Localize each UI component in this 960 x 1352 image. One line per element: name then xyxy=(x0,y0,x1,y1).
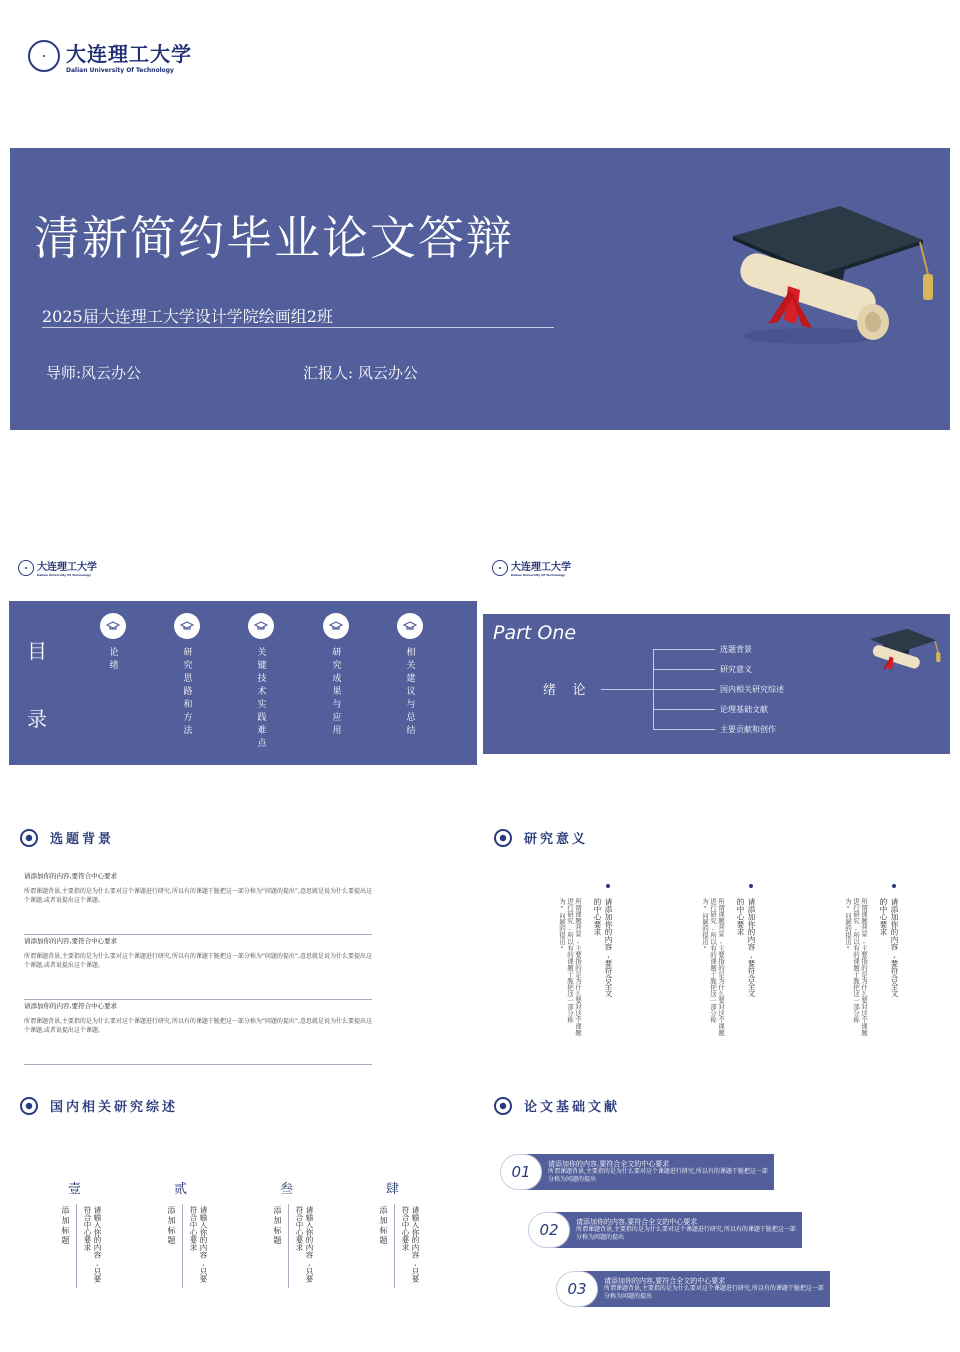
pill-num: 03 xyxy=(567,1280,587,1298)
review-text: 请输入你的内容,只要符合中心要求 xyxy=(401,1206,420,1283)
significance-col xyxy=(677,880,761,1045)
section-title: 选题背景 xyxy=(50,832,115,847)
section-title: 研究意义 xyxy=(524,832,589,847)
item-head: 请添加你的内容,要符合中心要求 xyxy=(24,937,118,945)
review-label: 添加标题 xyxy=(61,1206,70,1246)
review-text: 请输入你的内容,只要符合中心要求 xyxy=(189,1206,208,1283)
pill-body: 所谓课题背景,主要指的是为什么要对这个课题进行研究,所以有的课题干脆把这一部分称为问题的提出 xyxy=(548,1168,768,1183)
logo-name-en: Dalian University Of Technology xyxy=(66,67,174,74)
review-num: 壹 xyxy=(68,1182,82,1197)
pill-head: 请添加你的内容,要符合全文的中心要求 xyxy=(604,1277,726,1285)
toc-item[interactable] xyxy=(100,613,126,673)
top-logo xyxy=(28,38,192,74)
toc-item-label: 相关建议与总结 xyxy=(404,647,415,738)
part-one-panel xyxy=(483,614,950,754)
toc-item-label: 研究思路和方法 xyxy=(181,647,192,738)
pill-num-badge xyxy=(556,1271,598,1307)
graduation-cap-icon xyxy=(397,613,423,639)
branch-item[interactable]: 研究意义 xyxy=(720,665,752,674)
background-list xyxy=(24,870,372,1065)
pill-num-badge xyxy=(528,1212,570,1248)
logo-name-en: Dalian University Of Technology xyxy=(37,573,91,577)
col-text-a: 请添加你的内容,要符合全文 xyxy=(747,898,756,997)
toc-heading-1: 目 xyxy=(27,639,47,663)
review-divider xyxy=(76,1204,77,1288)
review-divider xyxy=(288,1204,289,1288)
graduation-cap-icon xyxy=(323,613,349,639)
significance-col xyxy=(820,880,904,1045)
logo-name-cn: 大连理工大学 xyxy=(66,42,192,66)
section-bullet-icon xyxy=(20,1097,38,1115)
item-body: 所谓课题背景,主要指的是为什么要对这个课题进行研究,所以有的课题干脆把这一部分称为“问题的提出”,意思就是说为什么要提出这个课题,或者说提出这个课题。 xyxy=(24,888,372,904)
col-bullet-icon xyxy=(606,884,610,888)
col-bullet-icon xyxy=(749,884,753,888)
item-head: 请添加你的内容,要符合中心要求 xyxy=(24,872,118,880)
pill-num: 02 xyxy=(539,1221,559,1239)
col-text-a: 请添加你的内容,要符合全文 xyxy=(604,898,613,997)
review-text: 请输入你的内容,只要符合中心要求 xyxy=(83,1206,102,1283)
part-one-logo xyxy=(492,558,571,577)
review-divider xyxy=(394,1204,395,1288)
significance-col xyxy=(534,880,618,1045)
col-bullet-icon xyxy=(892,884,896,888)
pill-head: 请添加你的内容,要符合全文的中心要求 xyxy=(576,1218,698,1226)
cover-subtitle: 2025届大连理工大学设计学院绘画组2班 xyxy=(42,307,333,326)
section-review-header xyxy=(20,1096,178,1115)
section-background-header xyxy=(20,828,114,847)
toc-panel xyxy=(9,601,477,765)
cover-banner xyxy=(10,148,950,430)
section-bullet-icon xyxy=(494,829,512,847)
university-seal-icon xyxy=(492,560,508,576)
pill-body: 所谓课题背景,主要指的是为什么要对这个课题进行研究,所以有的课题干脆把这一部分称为问题的提出 xyxy=(576,1226,796,1241)
review-text: 请输入你的内容,只要符合中心要求 xyxy=(295,1206,314,1283)
university-seal-icon xyxy=(18,560,34,576)
col-text-c: 所谓课题背景,主要指的是为什么要对这个课题进行研究,所以有的课题干脆把这一部分称为“问题的提出” xyxy=(558,898,582,1036)
toc-item[interactable] xyxy=(248,613,274,751)
section-bullet-icon xyxy=(494,1097,512,1115)
part-one-label: 绪 论 xyxy=(543,683,586,698)
review-col xyxy=(56,1178,106,1290)
toc-heading-2: 录 xyxy=(27,707,47,731)
section-title: 国内相关研究综述 xyxy=(50,1100,179,1115)
review-divider xyxy=(182,1204,183,1288)
logo-name-en: Dalian University Of Technology xyxy=(511,573,565,577)
toc-item[interactable] xyxy=(323,613,349,738)
branch-line xyxy=(601,689,653,690)
logo-name-cn: 大连理工大学 xyxy=(511,562,571,573)
graduation-cap-icon xyxy=(248,613,274,639)
cover-reporter: 汇报人: 风云办公 xyxy=(303,364,418,382)
graduation-cap-icon xyxy=(100,613,126,639)
review-num: 贰 xyxy=(174,1182,188,1197)
cover-divider xyxy=(42,327,554,328)
branch-line xyxy=(653,729,715,730)
branch-item[interactable]: 论理基础文献 xyxy=(720,705,768,714)
branch-line xyxy=(653,649,715,650)
review-num: 叁 xyxy=(280,1182,294,1197)
toc-item[interactable] xyxy=(174,613,200,738)
logo-name-cn: 大连理工大学 xyxy=(37,562,97,573)
branch-item[interactable]: 国内相关研究综述 xyxy=(720,685,784,694)
review-col xyxy=(374,1178,424,1290)
university-seal-icon xyxy=(28,40,60,72)
list-item xyxy=(24,870,372,935)
item-head: 请添加你的内容,要符合中心要求 xyxy=(24,1002,118,1010)
graduation-cap-icon xyxy=(867,628,943,680)
pill-num: 01 xyxy=(511,1163,531,1181)
col-text-c: 所谓课题背景,主要指的是为什么要对这个课题进行研究,所以有的课题干脆把这一部分称为“问题的提出” xyxy=(701,898,725,1036)
cover-title: 清新简约毕业论文答辩 xyxy=(34,211,514,265)
col-text-b: 的中心要求 xyxy=(593,898,602,936)
branch-line xyxy=(653,709,715,710)
section-title: 论文基础文献 xyxy=(524,1100,621,1115)
review-label: 添加标题 xyxy=(273,1206,282,1246)
toc-item-label: 论绪 xyxy=(107,647,118,673)
cover-advisor: 导师:风云办公 xyxy=(46,364,142,382)
col-text-a: 请添加你的内容,要符合全文 xyxy=(890,898,899,997)
graduation-cap-icon xyxy=(174,613,200,639)
pill-head: 请添加你的内容,要符合全文的中心要求 xyxy=(548,1160,670,1168)
list-item xyxy=(24,935,372,1000)
pill-body: 所谓课题背景,主要指的是为什么要对这个课题进行研究,所以有的课题干脆把这一部分称为问题的提出 xyxy=(604,1285,824,1300)
pill-num-badge xyxy=(500,1154,542,1190)
review-label: 添加标题 xyxy=(379,1206,388,1246)
col-text-b: 的中心要求 xyxy=(879,898,888,936)
review-label: 添加标题 xyxy=(167,1206,176,1246)
review-col xyxy=(268,1178,318,1290)
col-text-c: 所谓课题背景,主要指的是为什么要对这个课题进行研究,所以有的课题干脆把这一部分称为“问题的提出” xyxy=(844,898,868,1036)
branch-line xyxy=(653,669,715,670)
part-one-title: Part One xyxy=(493,622,577,644)
list-item xyxy=(24,1000,372,1065)
toc-item-label: 研究成果与应用 xyxy=(330,647,341,738)
branch-item[interactable]: 主要贡献和创作 xyxy=(720,725,776,734)
review-col xyxy=(162,1178,212,1290)
review-num: 肆 xyxy=(386,1182,400,1197)
branch-item[interactable]: 选题背景 xyxy=(720,645,752,654)
item-body: 所谓课题背景,主要指的是为什么要对这个课题进行研究,所以有的课题干脆把这一部分称为“问题的提出”,意思就是说为什么要提出这个课题,或者说提出这个课题。 xyxy=(24,953,372,969)
graduation-cap-icon xyxy=(728,204,938,354)
section-significance-header xyxy=(494,828,588,847)
section-literature-header xyxy=(494,1096,620,1115)
item-body: 所谓课题背景,主要指的是为什么要对这个课题进行研究,所以有的课题干脆把这一部分称为“问题的提出”,意思就是说为什么要提出这个课题,或者说提出这个课题。 xyxy=(24,1018,372,1034)
toc-item-label: 关键技术实践难点 xyxy=(255,647,266,751)
toc-item[interactable] xyxy=(397,613,423,738)
section-bullet-icon xyxy=(20,829,38,847)
branch-line xyxy=(653,689,715,690)
col-text-b: 的中心要求 xyxy=(736,898,745,936)
toc-logo xyxy=(18,558,97,577)
